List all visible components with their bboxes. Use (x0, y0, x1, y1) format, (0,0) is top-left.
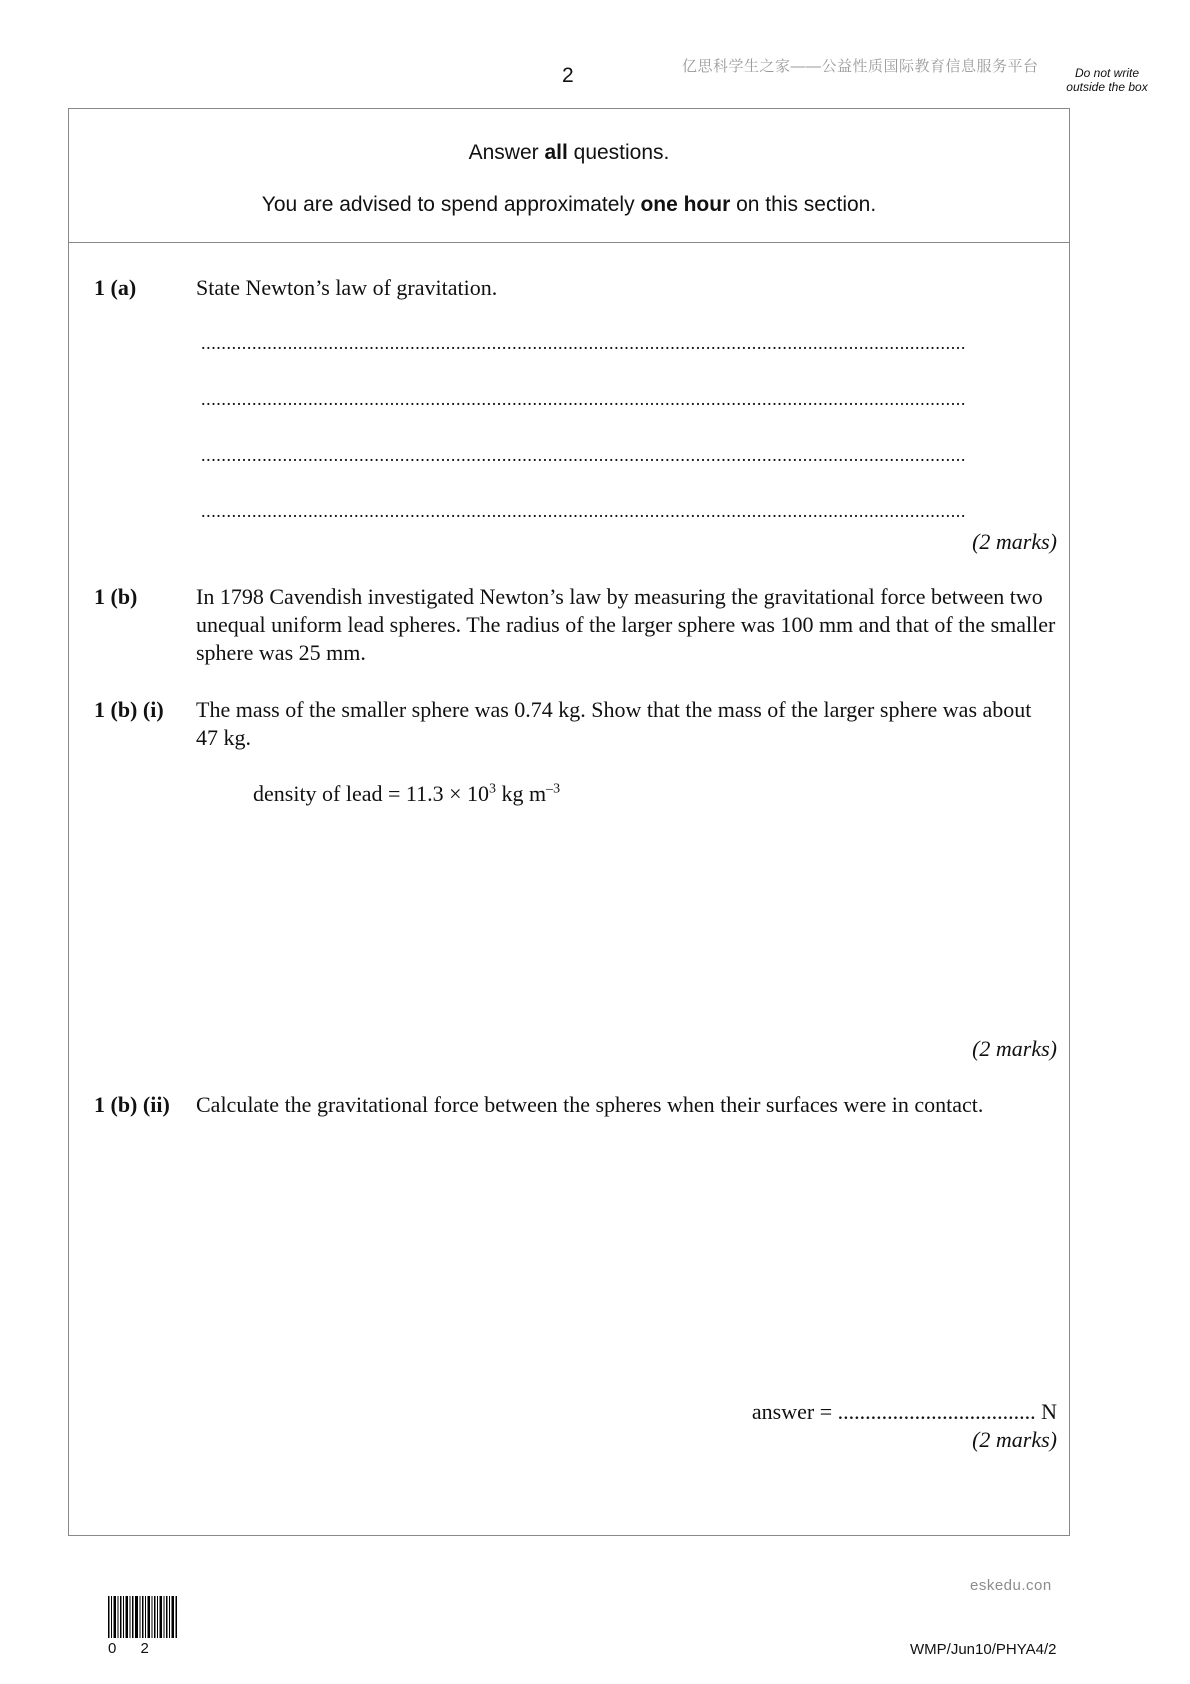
question-1a-label: 1 (a) (94, 275, 137, 300)
question-1bii-marks: (2 marks) (972, 1427, 1057, 1452)
question-1b-label: 1 (b) (94, 584, 138, 609)
answer-unit: N (1035, 1399, 1057, 1424)
answer-dots[interactable]: .................................... (837, 1399, 1036, 1424)
instruction-line-2 (69, 193, 1069, 217)
formula-exponent-2: –3 (546, 781, 561, 797)
instructions-band (69, 109, 1069, 243)
question-1bi-text: The mass of the smaller sphere was 0.74 kg. Show that the mass of the larger sphere was about 47 kg. (196, 697, 1032, 750)
answer-prefix: answer = (751, 1399, 838, 1424)
page-number: 2 (562, 64, 574, 87)
instruction-1-suffix: questions. (567, 141, 670, 164)
watermark-text: 亿思科学生之家——公益性质国际教育信息服务平台 (682, 58, 1039, 75)
formula-prefix: density of lead = 11.3 × 10 (253, 781, 490, 806)
instruction-line-1 (69, 141, 1069, 165)
density-formula (253, 781, 560, 807)
formula-exponent-1: 3 (489, 781, 497, 797)
instruction-2-suffix: on this section. (730, 193, 877, 216)
formula-unit: kg m (496, 781, 547, 806)
answer-box (68, 108, 1070, 1536)
question-1b-text: In 1798 Cavendish investigated Newton’s law by measuring the gravitational force between two unequal uniform lead spheres. The radius of the larger sphere was 100 mm and that of the smaller sphere was 25 mm. (196, 584, 1056, 665)
answer-line-1bii[interactable] (752, 1399, 1057, 1425)
instruction-1-prefix: Answer (468, 141, 545, 164)
answer-line-1a-1[interactable]: ...................................................................................................................................................... (201, 333, 966, 353)
instruction-2-bold: one hour (640, 193, 731, 216)
question-1bi-label: 1 (b) (i) (94, 697, 164, 722)
barcode-number: 0 2 (108, 1640, 159, 1657)
barcode-image (108, 1596, 178, 1638)
instruction-2-prefix: You are advised to spend approximately (261, 193, 641, 216)
question-1a-marks: (2 marks) (972, 529, 1057, 554)
margin-note: Do not write outside the box (1066, 66, 1148, 94)
question-1bii-label: 1 (b) (ii) (94, 1092, 170, 1117)
answer-line-1a-3[interactable]: ...................................................................................................................................................... (201, 445, 966, 465)
question-1bii-text: Calculate the gravitational force between the spheres when their surfaces were in contact. (196, 1092, 984, 1117)
question-1bi-marks: (2 marks) (972, 1036, 1057, 1061)
paper-code: WMP/Jun10/PHYA4/2 (910, 1641, 1057, 1658)
instruction-1-bold: all (544, 141, 568, 164)
footer-site-text: eskedu.con (970, 1577, 1052, 1594)
answer-line-1a-4[interactable]: ...................................................................................................................................................... (201, 501, 966, 521)
question-1a-text: State Newton’s law of gravitation. (196, 275, 498, 300)
answer-line-1a-2[interactable]: ...................................................................................................................................................... (201, 389, 966, 409)
